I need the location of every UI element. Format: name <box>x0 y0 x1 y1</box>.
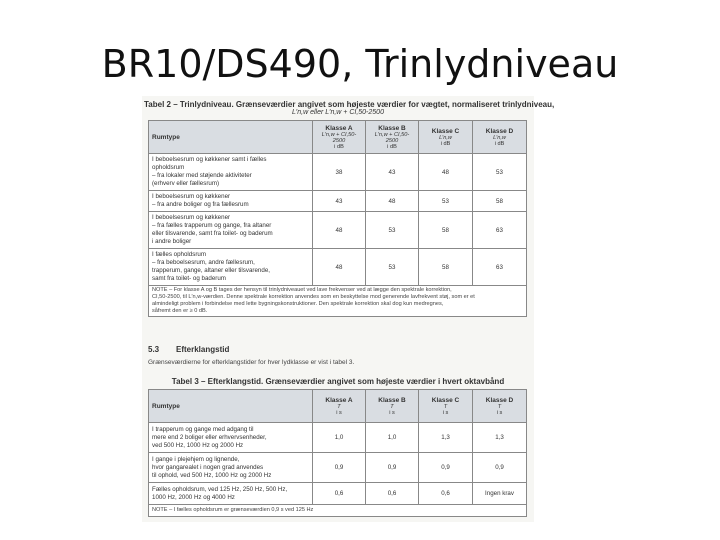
table2-cell: 48 <box>366 191 419 212</box>
table2-row-label: I beboelsesrum og køkkener – fra fælles trapperum og gange, fra altaner eller tilsvarende, samt fra toilet- og baderum i andre boliger <box>149 212 313 249</box>
section-title: Efterklangstid <box>176 345 230 354</box>
table2-header-klasse-d: Klasse D L′n,w i dB <box>473 121 527 154</box>
table2-cell: 63 <box>473 212 527 249</box>
slide-title: BR10/DS490, Trinlydniveau <box>101 42 619 86</box>
table2-cell: 43 <box>313 191 366 212</box>
section-body: Grænseværdierne for efterklangstider for hver lydklasse er vist i tabel 3. <box>148 359 355 366</box>
table3-header-klasse-c: Klasse C T i s <box>419 390 473 423</box>
table2-cell: 48 <box>313 249 366 286</box>
table3-header-klasse-d: Klasse D T i s <box>473 390 527 423</box>
table3-cell: 1,0 <box>313 423 366 453</box>
table-row <box>149 423 527 453</box>
table-row <box>149 249 527 286</box>
table2-cell: 63 <box>473 249 527 286</box>
table2-header-klasse-b: Klasse B L′n,w + CI,50-2500 i dB <box>366 121 419 154</box>
table3-note-row <box>149 505 527 517</box>
table-row <box>149 483 527 505</box>
table2-cell: 53 <box>366 249 419 286</box>
table3-header-row <box>149 390 527 423</box>
table3-row-label: I gange i plejehjem og lignende, hvor gangarealet i nogen grad anvendes til ophold, ved 500 Hz, 1000 Hz og 2000 Hz <box>149 453 313 483</box>
table3-cell: 1,3 <box>473 423 527 453</box>
table2-cell: 53 <box>366 212 419 249</box>
section-number: 5.3 <box>148 345 160 354</box>
table2-cell: 48 <box>313 212 366 249</box>
table3-cell: 0,6 <box>313 483 366 505</box>
table2-caption <box>144 100 555 109</box>
table2-row-label: I beboelsesrum og køkkener – fra andre boliger og fra fællesrum <box>149 191 313 212</box>
table-row <box>149 191 527 212</box>
table2 <box>148 120 527 317</box>
table-row <box>149 154 527 191</box>
table2-caption-formula: L′n,w eller L′n,w + CI,50-2500 <box>292 109 384 116</box>
table2-cell: 48 <box>419 154 473 191</box>
table2-header-row <box>149 121 527 154</box>
table2-caption-line1: Tabel 2 – Trinlydniveau. Grænseværdier angivet som højeste værdier for vægtet, normaliseret trinlydniveau, <box>144 100 555 109</box>
table-row <box>149 453 527 483</box>
table3-note: NOTE – I fælles opholdsrum er grænseværdien 0,9 s ved 125 Hz <box>149 505 527 517</box>
table2-cell: 43 <box>366 154 419 191</box>
table3-cell: 0,9 <box>419 453 473 483</box>
table3-cell: 1,3 <box>419 423 473 453</box>
table3-caption: Tabel 3 – Efterklangstid. Grænseværdier angivet som højeste værdier i hvert oktavbånd <box>171 377 505 386</box>
table2-cell: 38 <box>313 154 366 191</box>
table2-cell: 53 <box>419 191 473 212</box>
table3-header-klasse-a: Klasse A T i s <box>313 390 366 423</box>
table2-note-row <box>149 286 527 317</box>
table2-cell: 58 <box>419 249 473 286</box>
table3-cell: 0,6 <box>366 483 419 505</box>
table2-cell: 58 <box>419 212 473 249</box>
table2-header-klasse-c: Klasse C L′n,w i dB <box>419 121 473 154</box>
table3 <box>148 389 527 517</box>
table2-note: NOTE – For klasse A og B tages der hensyn til trinlydniveauet ved lave frekvenser ved at lægge den spektrale korrektion, CI,50-2500, til L′n,w-værdien. Denne spektrale korrektion anvendes som en beskyttelse mod generende lavfrekvent støj, som er et almindeligt problem i forbindelse med lette bygningskonstruktioner. Den spektrale korrektion skal dog kun medregnes, såfremt den er ≥ 0 dB. <box>149 286 527 317</box>
table3-cell: 0,9 <box>366 453 419 483</box>
scanned-document <box>142 96 555 522</box>
table3-row-label: Fælles opholdsrum, ved 125 Hz, 250 Hz, 500 Hz, 1000 Hz, 2000 Hz og 4000 Hz <box>149 483 313 505</box>
table2-header-rumtype: Rumtype <box>149 121 313 154</box>
table3-cell: 0,9 <box>473 453 527 483</box>
table3-header-rumtype: Rumtype <box>149 390 313 423</box>
table2-row-label: I fælles opholdsrum – fra beboelsesrum, andre fællesrum, trapperum, gange, altaner eller tilsvarende, samt fra toilet- og baderum <box>149 249 313 286</box>
table3-row-label: I trapperum og gange med adgang til mere end 2 boliger eller erhvervsenheder, ved 500 Hz, 1000 Hz og 2000 Hz <box>149 423 313 453</box>
table2-cell: 53 <box>473 154 527 191</box>
table3-cell: 0,9 <box>313 453 366 483</box>
table3-header-klasse-b: Klasse B T i s <box>366 390 419 423</box>
section-heading <box>148 345 229 354</box>
table3-cell: 0,6 <box>419 483 473 505</box>
table3-cell: 1,0 <box>366 423 419 453</box>
table2-cell: 58 <box>473 191 527 212</box>
table2-row-label: I beboelsesrum og køkkener samt i fælles opholdsrum – fra lokaler med støjende aktiviteter (erhverv eller fællesrum) <box>149 154 313 191</box>
table3-cell: Ingen krav <box>473 483 527 505</box>
table-row <box>149 212 527 249</box>
table2-header-klasse-a: Klasse A L′n,w + CI,50-2500 i dB <box>313 121 366 154</box>
